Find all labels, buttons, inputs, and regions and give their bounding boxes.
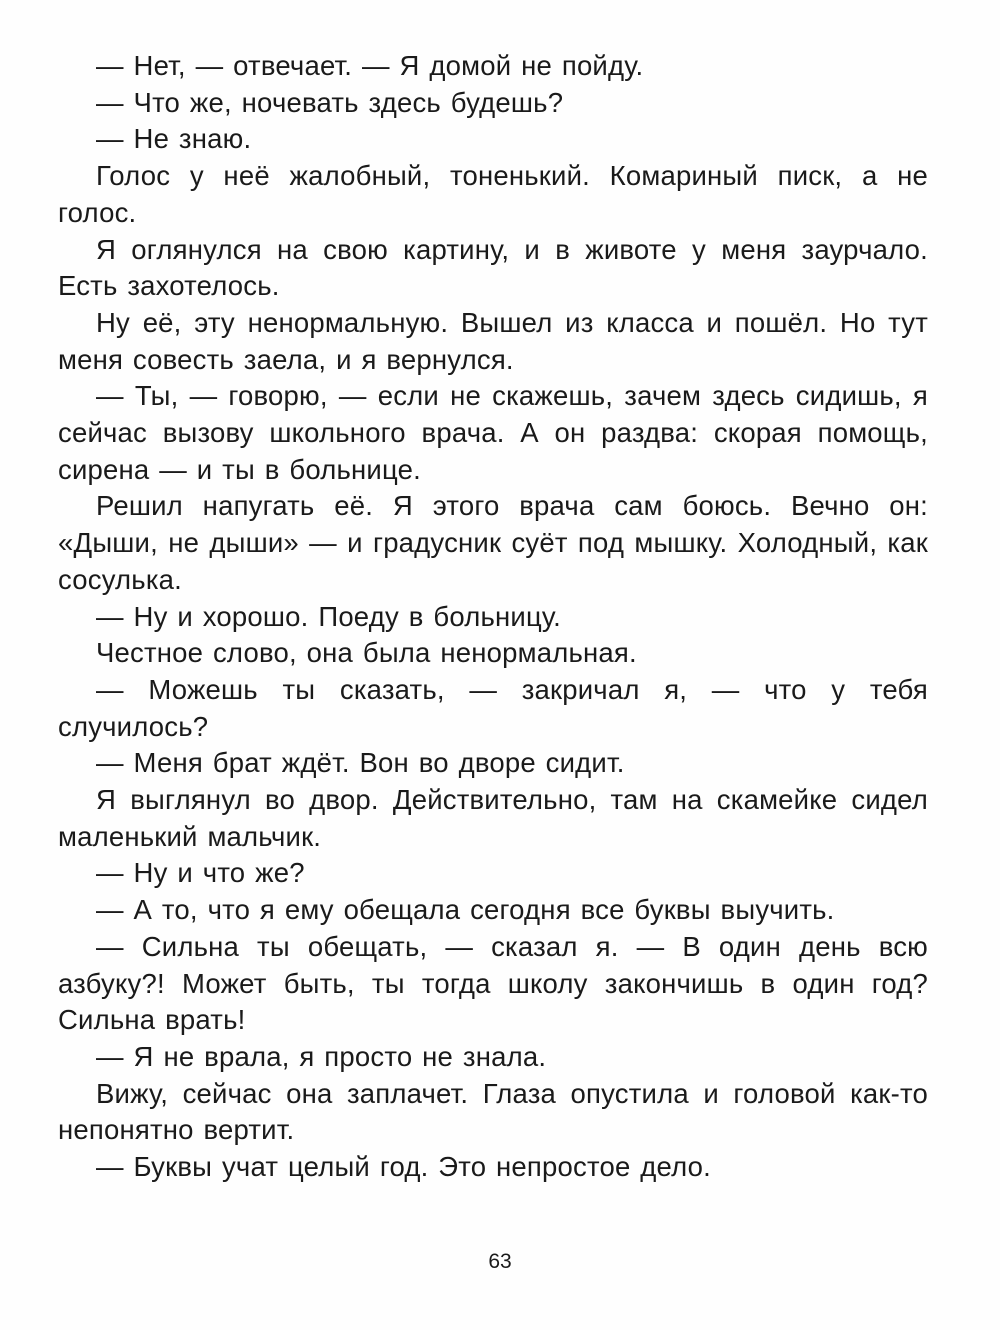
paragraph: — Меня брат ждёт. Вон во дворе сидит. [96,747,625,779]
paragraph: — Сильна ты обещать, — сказал я. — В один день всю азбуку?! Может быть, ты тогда школу закончишь в один год? Сильна врать! [58,930,928,1036]
paragraph: — Ты, — говорю, — если не скажешь, зачем здесь сидишь, я сейчас вызову школьного врача. А он раздва: скорая помощь, сирена — и ты в больнице. [58,380,928,485]
paragraph: — Не знаю. [96,123,252,155]
paragraph: Решил напугать её. Я этого врача сам боюсь. Вечно он: «Дыши, не дыши» — и градусник суёт под мышку. Холодный, как сосулька. [58,490,928,595]
paragraph: Вижу, сейчас она заплачет. Глаза опустила и головой как-то непонятно вертит. [58,1077,928,1146]
paragraph: Голос у неё жалобный, тоненький. Комариный писк, а не голос. [58,160,928,228]
paragraph: — Нет, — отвечает. — Я домой не пойду. [96,50,644,81]
page-number: 63 [488,1250,512,1273]
paragraph: Ну её, эту ненормальную. Вышел из класса и пошёл. Но тут меня совесть заела, и я вернулся. [58,306,928,375]
paragraph: — Буквы учат целый год. Это непростое дело. [96,1151,711,1183]
paragraph: — Ну и что же? [96,857,305,889]
paragraph: Я оглянулся на свою картину, и в животе у меня заурчало. Есть захотелось. [58,233,928,302]
paragraph: — Что же, ночевать здесь будешь? [96,86,564,118]
paragraph: — Можешь ты сказать, — закричал я, — что у тебя случилось? [58,673,928,742]
paragraph: Я выглянул во двор. Действительно, там на скамейке сидел маленький мальчик. [58,784,928,852]
page-text [58,48,928,1186]
paragraph: — Ну и хорошо. Поеду в больницу. [96,600,561,632]
paragraph: Честное слово, она была ненормальная. [96,637,637,669]
paragraph: — А то, что я ему обещала сегодня все буквы выучить. [96,894,835,926]
paragraph: — Я не врала, я просто не знала. [96,1040,547,1072]
